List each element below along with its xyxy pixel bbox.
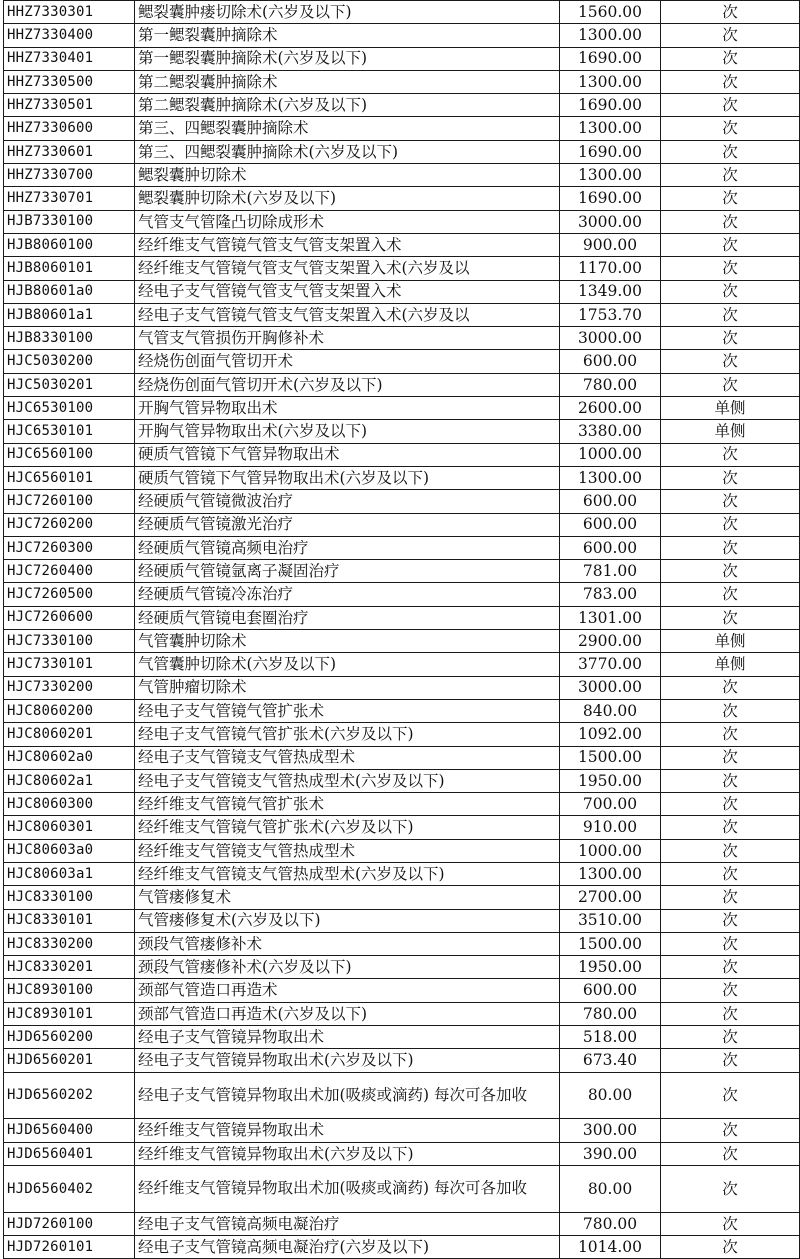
item-code-cell: HHZ7330400	[4, 24, 135, 47]
item-price-cell: 1690.00	[560, 94, 661, 117]
item-code-cell: HJC7330100	[4, 630, 135, 653]
item-code-cell: HHZ7330700	[4, 164, 135, 187]
item-price-cell: 300.00	[560, 1119, 661, 1142]
table-row	[4, 1212, 800, 1235]
item-name-cell: 鳃裂囊肿切除术	[135, 164, 560, 187]
item-price-cell: 600.00	[560, 513, 661, 536]
item-unit-cell: 次	[661, 303, 800, 326]
item-price-cell: 1014.00	[560, 1236, 661, 1259]
item-unit-cell: 次	[661, 1049, 800, 1072]
item-code-cell: HHZ7330500	[4, 70, 135, 93]
item-code-cell: HJC7330200	[4, 676, 135, 699]
table-row	[4, 1119, 800, 1142]
item-unit-cell: 次	[661, 769, 800, 792]
table-row	[4, 583, 800, 606]
item-name-cell: 经纤维支气管镜支气管热成型术	[135, 839, 560, 862]
table-row	[4, 420, 800, 443]
item-code-cell: HJC8060300	[4, 793, 135, 816]
table-row	[4, 1049, 800, 1072]
item-unit-cell: 次	[661, 1, 800, 24]
item-price-cell: 1300.00	[560, 24, 661, 47]
item-unit-cell: 次	[661, 280, 800, 303]
item-code-cell: HJB8330100	[4, 327, 135, 350]
item-code-cell: HJC6560100	[4, 443, 135, 466]
item-unit-cell: 次	[661, 24, 800, 47]
item-price-cell: 2700.00	[560, 886, 661, 909]
table-row	[4, 560, 800, 583]
item-name-cell: 第二鳃裂囊肿摘除术(六岁及以下)	[135, 94, 560, 117]
item-price-cell: 1500.00	[560, 746, 661, 769]
table-row	[4, 536, 800, 559]
item-price-cell: 700.00	[560, 793, 661, 816]
item-unit-cell: 次	[661, 443, 800, 466]
item-unit-cell: 次	[661, 979, 800, 1002]
table-row	[4, 653, 800, 676]
item-unit-cell: 次	[661, 187, 800, 210]
item-price-cell: 1300.00	[560, 70, 661, 93]
item-price-cell: 910.00	[560, 816, 661, 839]
item-code-cell: HJC8330201	[4, 956, 135, 979]
item-unit-cell: 次	[661, 606, 800, 629]
item-name-cell: 经烧伤创面气管切开术	[135, 350, 560, 373]
item-unit-cell: 次	[661, 1072, 800, 1119]
table-row	[4, 187, 800, 210]
item-price-cell: 600.00	[560, 350, 661, 373]
item-price-cell: 780.00	[560, 373, 661, 396]
item-code-cell: HJC8060200	[4, 699, 135, 722]
item-price-cell: 600.00	[560, 979, 661, 1002]
item-name-cell: 经电子支气管镜支气管热成型术(六岁及以下)	[135, 769, 560, 792]
table-row	[4, 630, 800, 653]
item-unit-cell: 次	[661, 956, 800, 979]
item-unit-cell: 次	[661, 466, 800, 489]
table-row	[4, 443, 800, 466]
item-price-cell: 780.00	[560, 1002, 661, 1025]
item-name-cell: 经电子支气管镜异物取出术(六岁及以下)	[135, 1049, 560, 1072]
item-unit-cell: 次	[661, 47, 800, 70]
item-price-cell: 3770.00	[560, 653, 661, 676]
item-name-cell: 经电子支气管镜气管扩张术(六岁及以下)	[135, 723, 560, 746]
item-name-cell: 经硬质气管镜电套圈治疗	[135, 606, 560, 629]
item-name-cell: 颈段气管瘘修补术(六岁及以下)	[135, 956, 560, 979]
item-name-cell: 经纤维支气管镜气管扩张术(六岁及以下)	[135, 816, 560, 839]
item-unit-cell: 次	[661, 816, 800, 839]
item-unit-cell: 单侧	[661, 630, 800, 653]
item-price-cell: 1690.00	[560, 140, 661, 163]
item-name-cell: 气管瘘修复术(六岁及以下)	[135, 909, 560, 932]
item-code-cell: HJC80602a1	[4, 769, 135, 792]
item-price-cell: 390.00	[560, 1142, 661, 1165]
item-code-cell: HJC8930100	[4, 979, 135, 1002]
item-name-cell: 经烧伤创面气管切开术(六岁及以下)	[135, 373, 560, 396]
item-price-cell: 1300.00	[560, 117, 661, 140]
item-code-cell: HJC7260500	[4, 583, 135, 606]
item-name-cell: 硬质气管镜下气管异物取出术(六岁及以下)	[135, 466, 560, 489]
item-code-cell: HJC8330100	[4, 886, 135, 909]
item-code-cell: HJB80601a0	[4, 280, 135, 303]
table-row	[4, 606, 800, 629]
item-unit-cell: 次	[661, 723, 800, 746]
item-price-cell: 780.00	[560, 1212, 661, 1235]
item-name-cell: 气管囊肿切除术(六岁及以下)	[135, 653, 560, 676]
item-name-cell: 经电子支气管镜气管扩张术	[135, 699, 560, 722]
item-code-cell: HJC7260600	[4, 606, 135, 629]
item-unit-cell: 次	[661, 373, 800, 396]
table-row	[4, 839, 800, 862]
item-price-cell: 673.40	[560, 1049, 661, 1072]
table-row	[4, 140, 800, 163]
item-price-cell: 900.00	[560, 233, 661, 256]
item-unit-cell: 单侧	[661, 397, 800, 420]
table-row	[4, 327, 800, 350]
table-row	[4, 862, 800, 885]
item-unit-cell: 次	[661, 490, 800, 513]
item-price-cell: 1690.00	[560, 47, 661, 70]
item-code-cell: HJC80602a0	[4, 746, 135, 769]
item-price-cell: 2600.00	[560, 397, 661, 420]
table-row	[4, 117, 800, 140]
item-unit-cell: 次	[661, 793, 800, 816]
table-row	[4, 746, 800, 769]
item-price-cell: 1950.00	[560, 769, 661, 792]
item-name-cell: 经电子支气管镜支气管热成型术	[135, 746, 560, 769]
item-name-cell: 气管支气管损伤开胸修补术	[135, 327, 560, 350]
item-name-cell: 经硬质气管镜激光治疗	[135, 513, 560, 536]
item-unit-cell: 次	[661, 210, 800, 233]
item-price-cell: 1301.00	[560, 606, 661, 629]
item-price-cell: 518.00	[560, 1026, 661, 1049]
item-price-cell: 600.00	[560, 490, 661, 513]
item-code-cell: HJD6560402	[4, 1166, 135, 1213]
item-code-cell: HJC6530100	[4, 397, 135, 420]
item-unit-cell: 次	[661, 699, 800, 722]
item-unit-cell: 单侧	[661, 420, 800, 443]
item-name-cell: 经电子支气管镜气管支气管支架置入术	[135, 280, 560, 303]
item-code-cell: HJD7260101	[4, 1236, 135, 1259]
item-code-cell: HJC7260100	[4, 490, 135, 513]
item-unit-cell: 次	[661, 70, 800, 93]
item-unit-cell: 次	[661, 1002, 800, 1025]
table-row	[4, 956, 800, 979]
item-name-cell: 经纤维支气管镜气管支气管支架置入术(六岁及以	[135, 257, 560, 280]
item-name-cell: 第三、四鳃裂囊肿摘除术(六岁及以下)	[135, 140, 560, 163]
item-name-cell: 颈部气管造口再造术(六岁及以下)	[135, 1002, 560, 1025]
item-unit-cell: 次	[661, 117, 800, 140]
item-name-cell: 气管支气管隆凸切除成形术	[135, 210, 560, 233]
item-price-cell: 1950.00	[560, 956, 661, 979]
item-price-cell: 781.00	[560, 560, 661, 583]
item-code-cell: HJD7260100	[4, 1212, 135, 1235]
item-name-cell: 气管瘘修复术	[135, 886, 560, 909]
table-row	[4, 24, 800, 47]
table-row	[4, 1072, 800, 1119]
item-code-cell: HJD6560401	[4, 1142, 135, 1165]
item-name-cell: 第一鳃裂囊肿摘除术(六岁及以下)	[135, 47, 560, 70]
item-unit-cell: 次	[661, 257, 800, 280]
item-code-cell: HHZ7330301	[4, 1, 135, 24]
item-price-cell: 840.00	[560, 699, 661, 722]
item-unit-cell: 次	[661, 1026, 800, 1049]
item-unit-cell: 次	[661, 94, 800, 117]
table-row	[4, 1166, 800, 1213]
table-row	[4, 909, 800, 932]
item-name-cell: 经电子支气管镜高频电凝治疗	[135, 1212, 560, 1235]
item-unit-cell: 次	[661, 327, 800, 350]
item-code-cell: HJB8060101	[4, 257, 135, 280]
table-row	[4, 397, 800, 420]
item-name-cell: 经硬质气管镜高频电治疗	[135, 536, 560, 559]
fee-table	[3, 0, 800, 1259]
item-name-cell: 经纤维支气管镜气管扩张术	[135, 793, 560, 816]
item-name-cell: 气管肿瘤切除术	[135, 676, 560, 699]
item-name-cell: 颈部气管造口再造术	[135, 979, 560, 1002]
item-unit-cell: 次	[661, 1212, 800, 1235]
item-unit-cell: 次	[661, 140, 800, 163]
item-price-cell: 1000.00	[560, 443, 661, 466]
item-price-cell: 2900.00	[560, 630, 661, 653]
item-code-cell: HJB7330100	[4, 210, 135, 233]
item-unit-cell: 次	[661, 886, 800, 909]
table-row	[4, 676, 800, 699]
item-unit-cell: 次	[661, 1166, 800, 1213]
item-price-cell: 1300.00	[560, 862, 661, 885]
item-price-cell: 1349.00	[560, 280, 661, 303]
table-row	[4, 979, 800, 1002]
item-code-cell: HJD6560200	[4, 1026, 135, 1049]
item-name-cell: 经电子支气管镜异物取出术	[135, 1026, 560, 1049]
item-name-cell: 经硬质气管镜氩离子凝固治疗	[135, 560, 560, 583]
item-unit-cell: 次	[661, 1142, 800, 1165]
item-price-cell: 1300.00	[560, 466, 661, 489]
table-row	[4, 1002, 800, 1025]
item-name-cell: 开胸气管异物取出术(六岁及以下)	[135, 420, 560, 443]
item-price-cell: 3000.00	[560, 327, 661, 350]
item-price-cell: 1000.00	[560, 839, 661, 862]
item-code-cell: HJC5030201	[4, 373, 135, 396]
table-row	[4, 303, 800, 326]
item-name-cell: 经纤维支气管镜气管支气管支架置入术	[135, 233, 560, 256]
item-code-cell: HJD6560201	[4, 1049, 135, 1072]
table-row	[4, 257, 800, 280]
item-name-cell: 硬质气管镜下气管异物取出术	[135, 443, 560, 466]
item-price-cell: 1690.00	[560, 187, 661, 210]
table-row	[4, 164, 800, 187]
item-code-cell: HJC8330101	[4, 909, 135, 932]
item-code-cell: HHZ7330601	[4, 140, 135, 163]
table-row	[4, 1026, 800, 1049]
item-price-cell: 1560.00	[560, 1, 661, 24]
table-row	[4, 373, 800, 396]
item-price-cell: 3510.00	[560, 909, 661, 932]
table-row	[4, 1, 800, 24]
item-code-cell: HJC80603a1	[4, 862, 135, 885]
item-unit-cell: 次	[661, 560, 800, 583]
table-row	[4, 1236, 800, 1259]
item-unit-cell: 次	[661, 583, 800, 606]
item-name-cell: 经电子支气管镜高频电凝治疗(六岁及以下)	[135, 1236, 560, 1259]
item-code-cell: HHZ7330600	[4, 117, 135, 140]
table-row	[4, 210, 800, 233]
item-code-cell: HJC7260400	[4, 560, 135, 583]
item-code-cell: HHZ7330701	[4, 187, 135, 210]
item-name-cell: 经电子支气管镜异物取出术加(吸痰或滴药) 每次可各加收	[135, 1072, 560, 1119]
item-price-cell: 1300.00	[560, 164, 661, 187]
item-unit-cell: 单侧	[661, 653, 800, 676]
table-row	[4, 466, 800, 489]
item-unit-cell: 次	[661, 350, 800, 373]
item-unit-cell: 次	[661, 1119, 800, 1142]
item-code-cell: HJB80601a1	[4, 303, 135, 326]
table-row	[4, 723, 800, 746]
item-price-cell: 80.00	[560, 1166, 661, 1213]
item-code-cell: HJC8060301	[4, 816, 135, 839]
item-code-cell: HJC6530101	[4, 420, 135, 443]
table-row	[4, 816, 800, 839]
item-unit-cell: 次	[661, 839, 800, 862]
item-code-cell: HJC8930101	[4, 1002, 135, 1025]
item-name-cell: 经纤维支气管镜异物取出术	[135, 1119, 560, 1142]
table-row	[4, 699, 800, 722]
item-price-cell: 80.00	[560, 1072, 661, 1119]
item-name-cell: 经电子支气管镜气管支气管支架置入术(六岁及以	[135, 303, 560, 326]
table-row	[4, 233, 800, 256]
item-code-cell: HJC7260200	[4, 513, 135, 536]
table-row	[4, 94, 800, 117]
item-price-cell: 783.00	[560, 583, 661, 606]
table-row	[4, 1142, 800, 1165]
table-row	[4, 513, 800, 536]
item-code-cell: HJC8060201	[4, 723, 135, 746]
item-name-cell: 开胸气管异物取出术	[135, 397, 560, 420]
table-row	[4, 70, 800, 93]
item-name-cell: 经硬质气管镜冷冻治疗	[135, 583, 560, 606]
table-row	[4, 793, 800, 816]
item-name-cell: 气管囊肿切除术	[135, 630, 560, 653]
table-row	[4, 886, 800, 909]
item-name-cell: 第一鳃裂囊肿摘除术	[135, 24, 560, 47]
item-code-cell: HJC80603a0	[4, 839, 135, 862]
item-code-cell: HJC5030200	[4, 350, 135, 373]
item-code-cell: HJC6560101	[4, 466, 135, 489]
item-code-cell: HJB8060100	[4, 233, 135, 256]
item-unit-cell: 次	[661, 513, 800, 536]
item-price-cell: 3380.00	[560, 420, 661, 443]
item-code-cell: HJC8330200	[4, 932, 135, 955]
item-price-cell: 600.00	[560, 536, 661, 559]
item-name-cell: 鳃裂囊肿切除术(六岁及以下)	[135, 187, 560, 210]
item-name-cell: 鳃裂囊肿瘘切除术(六岁及以下)	[135, 1, 560, 24]
item-price-cell: 1170.00	[560, 257, 661, 280]
fee-table-body	[4, 1, 800, 1259]
item-name-cell: 经硬质气管镜微波治疗	[135, 490, 560, 513]
item-price-cell: 1092.00	[560, 723, 661, 746]
item-unit-cell: 次	[661, 676, 800, 699]
item-price-cell: 1500.00	[560, 932, 661, 955]
item-price-cell: 3000.00	[560, 676, 661, 699]
item-name-cell: 经纤维支气管镜异物取出术加(吸痰或滴药) 每次可各加收	[135, 1166, 560, 1213]
item-code-cell: HJD6560202	[4, 1072, 135, 1119]
table-row	[4, 490, 800, 513]
item-name-cell: 经纤维支气管镜支气管热成型术(六岁及以下)	[135, 862, 560, 885]
item-unit-cell: 次	[661, 233, 800, 256]
item-unit-cell: 次	[661, 862, 800, 885]
item-name-cell: 第三、四鳃裂囊肿摘除术	[135, 117, 560, 140]
item-unit-cell: 次	[661, 909, 800, 932]
item-code-cell: HJC7260300	[4, 536, 135, 559]
item-code-cell: HHZ7330401	[4, 47, 135, 70]
item-code-cell: HJD6560400	[4, 1119, 135, 1142]
item-unit-cell: 次	[661, 1236, 800, 1259]
item-unit-cell: 次	[661, 164, 800, 187]
item-name-cell: 颈段气管瘘修补术	[135, 932, 560, 955]
item-name-cell: 经纤维支气管镜异物取出术(六岁及以下)	[135, 1142, 560, 1165]
item-unit-cell: 次	[661, 536, 800, 559]
item-price-cell: 1753.70	[560, 303, 661, 326]
item-code-cell: HJC7330101	[4, 653, 135, 676]
item-price-cell: 3000.00	[560, 210, 661, 233]
item-name-cell: 第二鳃裂囊肿摘除术	[135, 70, 560, 93]
table-row	[4, 769, 800, 792]
table-row	[4, 932, 800, 955]
item-unit-cell: 次	[661, 932, 800, 955]
item-code-cell: HHZ7330501	[4, 94, 135, 117]
item-unit-cell: 次	[661, 746, 800, 769]
table-row	[4, 47, 800, 70]
table-row	[4, 280, 800, 303]
table-row	[4, 350, 800, 373]
